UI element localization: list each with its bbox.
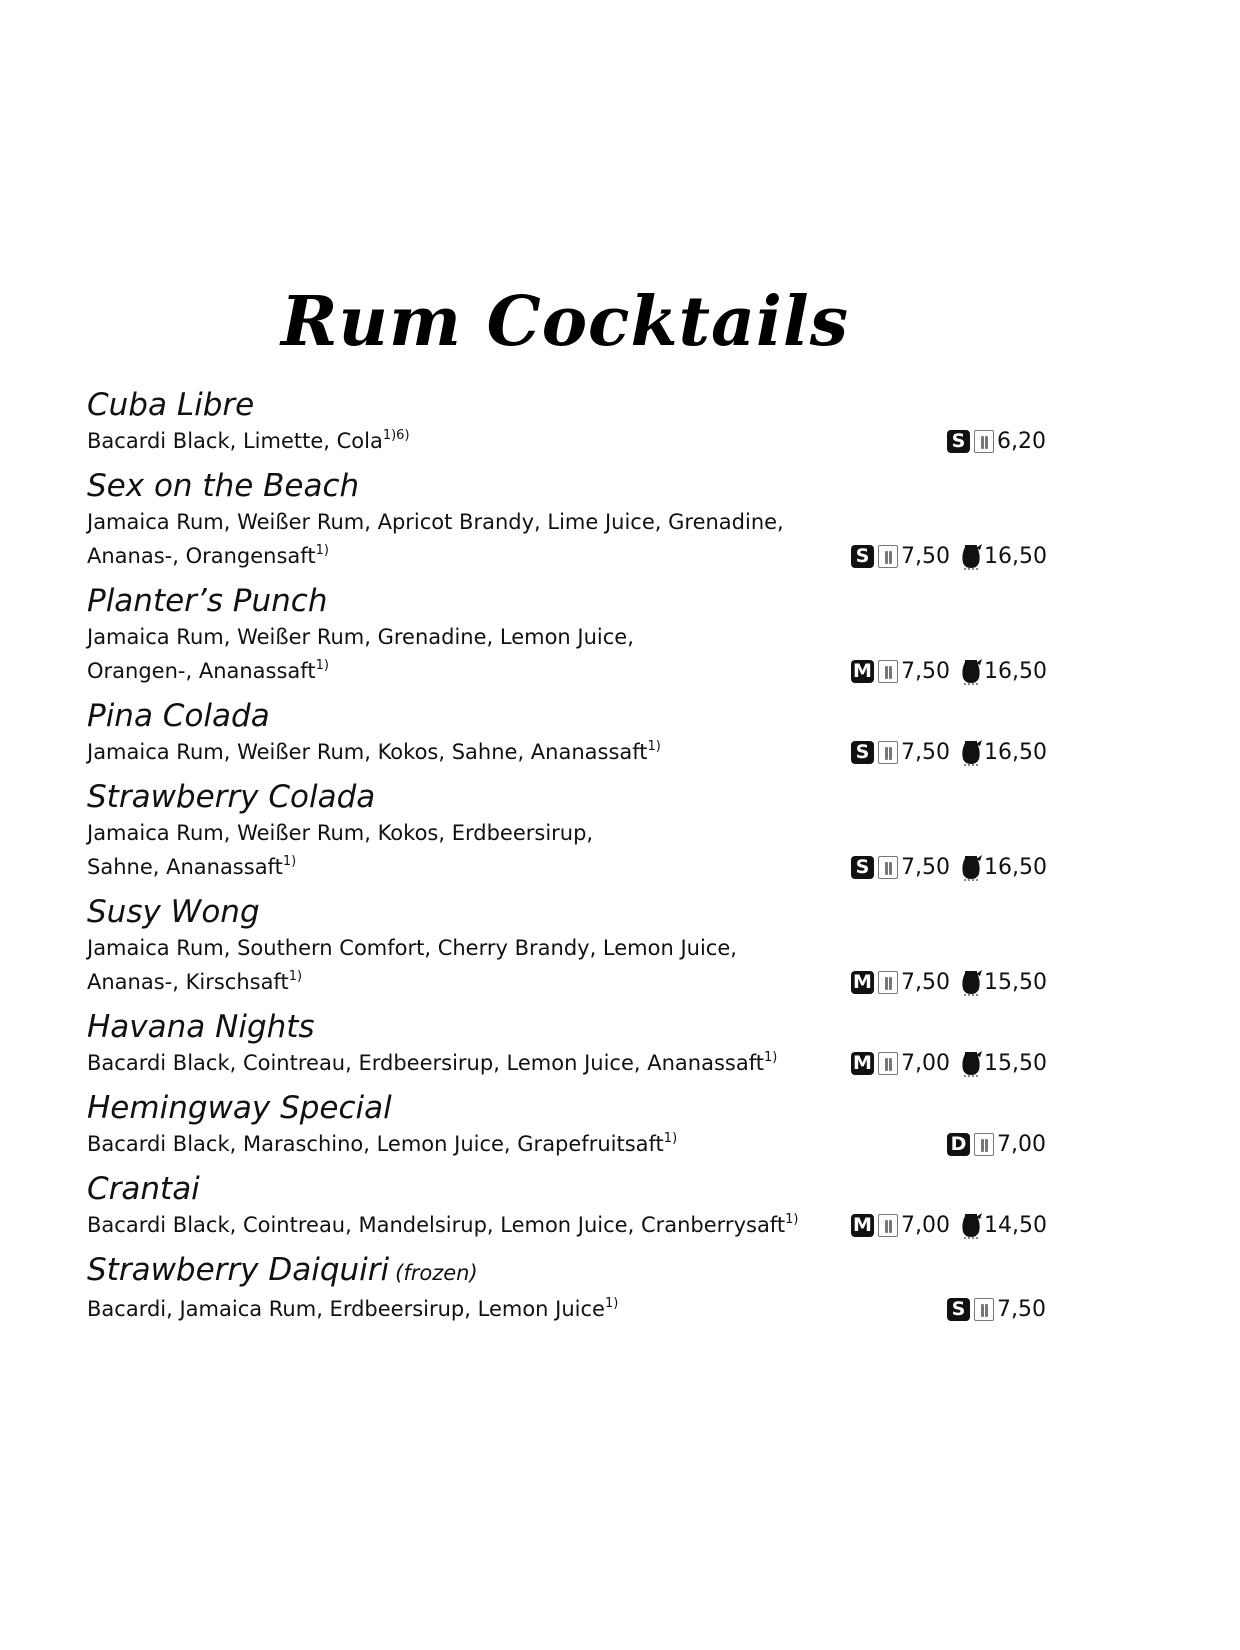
- ingredients-text: Orangen-, Ananassaft: [87, 659, 316, 683]
- pitcher-icon: [959, 737, 983, 767]
- cocktail-list: [87, 386, 1047, 1335]
- pitcher-icon: [959, 1048, 983, 1078]
- footnote-marker: 1)6): [382, 428, 410, 443]
- glass-price-group: [947, 1297, 1047, 1322]
- cocktail-name-text: Hemingway Special: [87, 1090, 392, 1126]
- ingredients-line: [87, 654, 842, 688]
- menu-item: [87, 1089, 1047, 1161]
- cocktail-name-text: Strawberry Daiquiri: [87, 1252, 390, 1288]
- cocktail-note: (frozen): [395, 1261, 478, 1285]
- glass-bottles-icon: [974, 430, 994, 453]
- size-badge: M: [851, 1214, 874, 1237]
- glass-price-group: [851, 544, 951, 569]
- pitcher-price-group: [951, 967, 1047, 997]
- glass-price-group: [851, 740, 951, 765]
- footnote-marker: 1): [282, 854, 297, 869]
- cocktail-name-text: Strawberry Colada: [87, 779, 376, 815]
- ingredients-text: Bacardi Black, Cointreau, Erdbeersirup, Lemon Juice, Ananassaft: [87, 1051, 764, 1075]
- menu-item: [87, 697, 1047, 769]
- glass-price-group: [851, 970, 951, 995]
- glass-price: 7,50: [901, 658, 950, 684]
- cocktail-name: [87, 1170, 1047, 1208]
- footnote-marker: 1): [288, 969, 303, 984]
- pitcher-price-group: [951, 852, 1047, 882]
- pitcher-icon: [959, 1210, 983, 1240]
- pitcher-price-group: [951, 1210, 1047, 1240]
- size-badge: S: [851, 856, 874, 879]
- ingredients-line: [87, 735, 842, 769]
- glass-price: 7,50: [901, 543, 950, 569]
- footnote-marker: 1): [663, 1131, 678, 1146]
- glass-price: 7,00: [901, 1050, 950, 1076]
- cocktail-name: [87, 467, 1047, 505]
- glass-bottles-icon: [878, 856, 898, 879]
- pitcher-price-group: [951, 737, 1047, 767]
- glass-price: 7,00: [997, 1131, 1046, 1157]
- cocktail-name: [87, 893, 1047, 931]
- cocktail-name-text: Crantai: [87, 1171, 200, 1207]
- ingredients-text: Bacardi Black, Cointreau, Mandelsirup, Lemon Juice, Cranberrysaft: [87, 1213, 786, 1237]
- price-area: [947, 1292, 1047, 1326]
- size-badge: S: [947, 1298, 970, 1321]
- price-area: [807, 654, 1047, 688]
- ingredients-line: [87, 1208, 842, 1242]
- cocktail-name: [87, 1251, 1047, 1292]
- ingredients-line: [87, 1046, 842, 1080]
- cocktail-name: [87, 1089, 1047, 1127]
- cocktail-name: [87, 1008, 1047, 1046]
- menu-item: [87, 386, 1047, 458]
- menu-item: [87, 467, 1047, 573]
- pitcher-price: 15,50: [984, 969, 1047, 995]
- footnote-marker: 1): [315, 658, 329, 673]
- cocktail-name-text: Pina Colada: [87, 698, 270, 734]
- pitcher-price: 16,50: [984, 739, 1047, 765]
- page-title: Rum Cocktails: [281, 282, 849, 362]
- menu-item: [87, 778, 1047, 884]
- ingredients-line: [87, 1292, 842, 1326]
- ingredients-line: [87, 1127, 842, 1161]
- pitcher-price: 15,50: [984, 1050, 1047, 1076]
- ingredients-text: Bacardi Black, Limette, Cola: [87, 429, 383, 453]
- ingredients-line: [87, 816, 842, 850]
- pitcher-price-group: [951, 656, 1047, 686]
- ingredients-text: Sahne, Ananassaft: [87, 855, 283, 879]
- ingredients-line: [87, 850, 842, 884]
- footnote-marker: 1): [604, 1296, 619, 1311]
- price-area: [947, 424, 1047, 458]
- pitcher-icon: [959, 656, 983, 686]
- price-area: [807, 965, 1047, 999]
- ingredients-text: Jamaica Rum, Southern Comfort, Cherry Brandy, Lemon Juice,: [87, 936, 737, 960]
- size-badge: M: [851, 971, 874, 994]
- glass-bottles-icon: [878, 1052, 898, 1075]
- glass-price-group: [947, 429, 1047, 454]
- glass-price: 6,20: [997, 428, 1046, 454]
- ingredients-text: Jamaica Rum, Weißer Rum, Apricot Brandy, Lime Juice, Grenadine,: [87, 510, 784, 534]
- ingredients-line: [87, 424, 842, 458]
- size-badge: S: [851, 545, 874, 568]
- glass-price: 7,00: [901, 1212, 950, 1238]
- menu-item: [87, 1008, 1047, 1080]
- ingredients-text: Jamaica Rum, Weißer Rum, Grenadine, Lemon Juice,: [87, 625, 634, 649]
- price-area: [807, 735, 1047, 769]
- cocktail-name: [87, 697, 1047, 735]
- pitcher-price: 16,50: [984, 854, 1047, 880]
- size-badge: M: [851, 1052, 874, 1075]
- glass-price: 7,50: [901, 969, 950, 995]
- glass-price-group: [851, 855, 951, 880]
- cocktail-name-text: Planter’s Punch: [87, 583, 328, 619]
- price-area: [807, 539, 1047, 573]
- pitcher-price: 16,50: [984, 658, 1047, 684]
- cocktail-name-text: Cuba Libre: [87, 387, 255, 423]
- menu-item: [87, 582, 1047, 688]
- price-area: [807, 1208, 1047, 1242]
- price-area: [807, 1046, 1047, 1080]
- ingredients-line: [87, 620, 842, 654]
- ingredients-text: Ananas-, Orangensaft: [87, 544, 316, 568]
- cocktail-name: [87, 778, 1047, 816]
- footnote-marker: 1): [647, 739, 661, 754]
- ingredients-text: Jamaica Rum, Weißer Rum, Kokos, Sahne, Ananassaft: [87, 740, 648, 764]
- glass-bottles-icon: [878, 1214, 898, 1237]
- price-area: [807, 850, 1047, 884]
- glass-price-group: [947, 1132, 1047, 1157]
- glass-price-group: [851, 659, 951, 684]
- glass-bottles-icon: [878, 545, 898, 568]
- size-badge: S: [851, 741, 874, 764]
- ingredients-text: Bacardi, Jamaica Rum, Erdbeersirup, Lemon Juice: [87, 1297, 605, 1321]
- menu-item: [87, 1170, 1047, 1242]
- ingredients-text: Ananas-, Kirschsaft: [87, 970, 289, 994]
- footnote-marker: 1): [785, 1212, 799, 1227]
- pitcher-price: 14,50: [984, 1212, 1047, 1238]
- cocktail-name-text: Havana Nights: [87, 1009, 315, 1045]
- glass-price: 7,50: [901, 854, 950, 880]
- cocktail-name-text: Sex on the Beach: [87, 468, 360, 504]
- cocktail-name: [87, 386, 1047, 424]
- glass-bottles-icon: [878, 660, 898, 683]
- glass-price: 7,50: [901, 739, 950, 765]
- pitcher-price-group: [951, 541, 1047, 571]
- ingredients-text: Bacardi Black, Maraschino, Lemon Juice, Grapefruitsaft: [87, 1132, 664, 1156]
- glass-bottles-icon: [974, 1298, 994, 1321]
- pitcher-price-group: [951, 1048, 1047, 1078]
- ingredients-line: [87, 931, 842, 965]
- cocktail-name: [87, 582, 1047, 620]
- size-badge: M: [851, 660, 874, 683]
- glass-bottles-icon: [878, 741, 898, 764]
- ingredients-line: [87, 505, 842, 539]
- price-area: [947, 1127, 1047, 1161]
- glass-price: 7,50: [997, 1296, 1046, 1322]
- ingredients-text: Jamaica Rum, Weißer Rum, Kokos, Erdbeersirup,: [87, 821, 594, 845]
- menu-item: [87, 893, 1047, 999]
- glass-bottles-icon: [878, 971, 898, 994]
- ingredients-line: [87, 539, 842, 573]
- size-badge: D: [947, 1133, 970, 1156]
- glass-price-group: [851, 1051, 951, 1076]
- menu-item: [87, 1251, 1047, 1326]
- size-badge: S: [947, 430, 970, 453]
- cocktail-name-text: Susy Wong: [87, 894, 260, 930]
- ingredients-line: [87, 965, 842, 999]
- pitcher-icon: [959, 852, 983, 882]
- glass-bottles-icon: [974, 1133, 994, 1156]
- footnote-marker: 1): [763, 1050, 778, 1065]
- pitcher-icon: [959, 967, 983, 997]
- pitcher-price: 16,50: [984, 543, 1047, 569]
- footnote-marker: 1): [315, 543, 329, 558]
- glass-price-group: [851, 1213, 951, 1238]
- pitcher-icon: [959, 541, 983, 571]
